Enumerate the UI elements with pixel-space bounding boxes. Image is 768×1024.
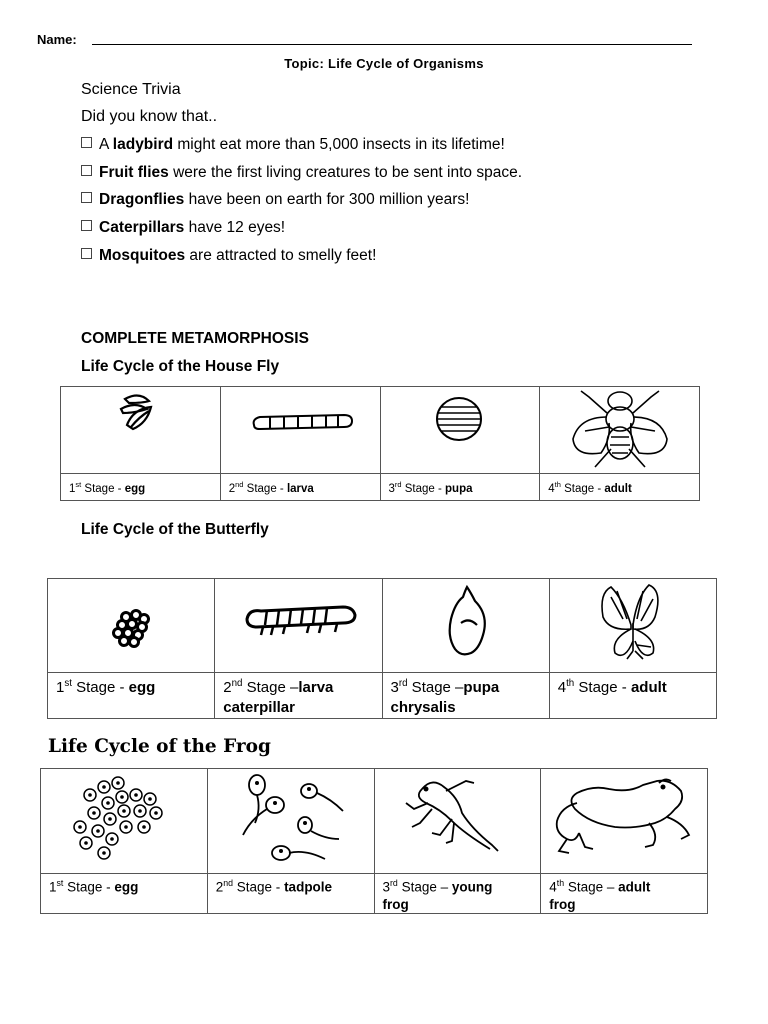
trivia-fact: Dragonflies have been on earth for 300 million years! — [81, 191, 469, 209]
checkbox-icon — [81, 165, 92, 176]
young-frog-icon — [392, 769, 522, 869]
stage-image-cell — [215, 579, 382, 673]
stage-image-cell — [220, 387, 380, 474]
chrysalis-icon — [431, 579, 501, 669]
frog-title: Life Cycle of the Frog — [48, 736, 271, 757]
trivia-fact: A ladybird might eat more than 5,000 insects in its lifetime! — [81, 136, 505, 154]
stage-caption: 3rd Stage –pupa chrysalis — [382, 673, 549, 719]
frog-eggs-icon — [64, 769, 184, 869]
stage-image-cell — [61, 387, 221, 474]
tadpole-icon — [221, 769, 361, 869]
stage-caption: 1st Stage - egg — [41, 874, 208, 914]
checkbox-icon — [81, 220, 92, 231]
stage-caption: 2nd Stage –larva caterpillar — [215, 673, 382, 719]
stage-caption: 3rd Stage – young frog — [374, 874, 541, 914]
stage-image-cell — [382, 579, 549, 673]
trivia-fact: Caterpillars have 12 eyes! — [81, 219, 285, 237]
topic-heading: Topic: Life Cycle of Organisms — [284, 56, 484, 71]
stage-caption: 2nd Stage - tadpole — [207, 874, 374, 914]
checkbox-icon — [81, 192, 92, 203]
stage-caption: 1st Stage - egg — [61, 474, 221, 501]
butterfly-title: Life Cycle of the Butterfly — [81, 521, 269, 538]
adult-frog-icon — [549, 769, 699, 869]
stage-caption: 2nd Stage - larva — [220, 474, 380, 501]
stage-image-cell — [374, 769, 541, 874]
butterfly-icon — [593, 579, 673, 669]
trivia-fact: Mosquitoes are attracted to smelly feet! — [81, 247, 376, 265]
trivia-fact: Fruit flies were the first living creatures to be sent into space. — [81, 164, 522, 182]
trivia-intro: Did you know that.. — [81, 108, 218, 125]
stage-image-cell — [48, 579, 215, 673]
fly-larva-icon — [240, 387, 360, 447]
stage-caption: 3rd Stage - pupa — [380, 474, 540, 501]
caterpillar-icon — [233, 579, 363, 669]
section-heading: COMPLETE METAMORPHOSIS — [81, 330, 309, 347]
stage-caption: 4th Stage - adult — [549, 673, 716, 719]
checkbox-icon — [81, 137, 92, 148]
stage-image-cell — [541, 769, 708, 874]
housefly-title: Life Cycle of the House Fly — [81, 358, 280, 375]
stage-image-cell — [41, 769, 208, 874]
stage-image-cell — [540, 387, 700, 474]
fly-egg-icon — [105, 387, 175, 447]
stage-image-cell — [380, 387, 540, 474]
butterfly-eggs-icon — [96, 579, 166, 669]
stage-image-cell — [549, 579, 716, 673]
trivia-title: Science Trivia — [81, 81, 181, 98]
frog-cycle-table — [40, 768, 708, 914]
fly-pupa-icon — [425, 387, 495, 453]
stage-image-cell — [207, 769, 374, 874]
housefly-cycle-table — [60, 386, 700, 501]
name-blank-line[interactable] — [92, 44, 692, 45]
butterfly-cycle-table — [47, 578, 717, 719]
stage-caption: 4th Stage - adult — [540, 474, 700, 501]
stage-caption: 1st Stage - egg — [48, 673, 215, 719]
name-label: Name: — [37, 32, 77, 47]
checkbox-icon — [81, 248, 92, 259]
stage-caption: 4th Stage – adult frog — [541, 874, 708, 914]
fly-adult-icon — [565, 387, 675, 471]
